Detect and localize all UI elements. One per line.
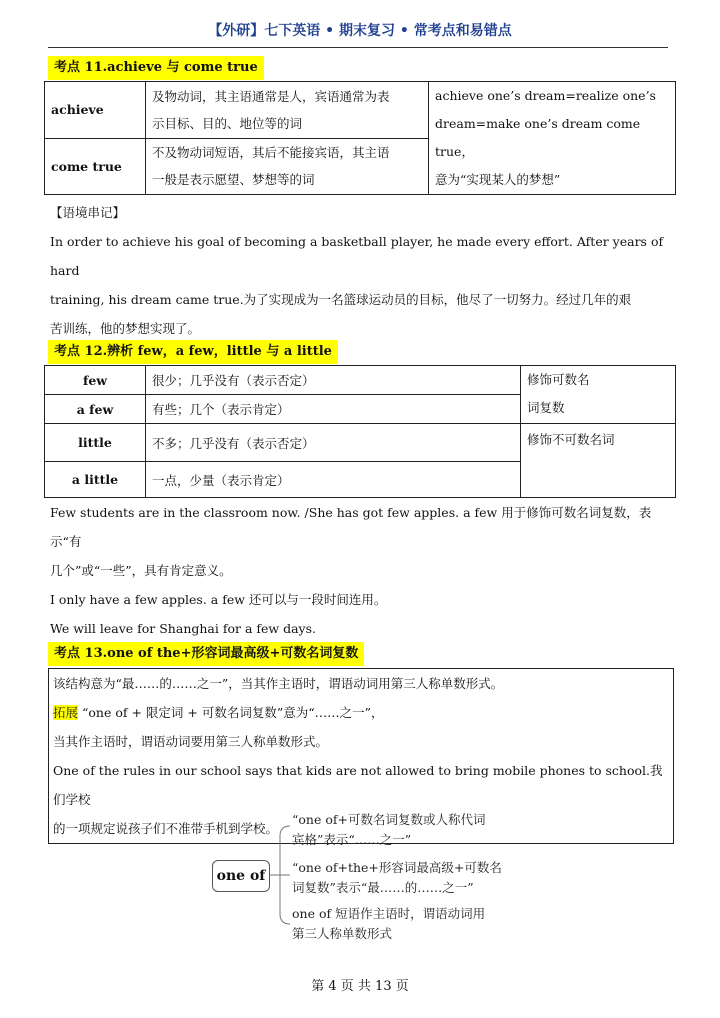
note-l1: achieve one’s dream=realize one’s (435, 88, 656, 103)
usage-uncountable: 修饰不可数名词 (521, 424, 676, 498)
mindmap-b1-l1: “one of+可数名词复数或人称代词 (292, 812, 486, 827)
extend-label: 拓展 (53, 705, 79, 720)
page-number: 第 4 页 共 13 页 (311, 979, 409, 994)
desc-achieve-l2: 示目标、目的、地位等的词 (152, 115, 303, 131)
term-little: little (45, 424, 146, 462)
mindmap-branch-3 (292, 904, 522, 944)
term-achieve: achieve (45, 82, 146, 139)
meaning-little: 不多；几乎没有（表示否定） (146, 424, 521, 462)
p13-line4: One of the rules in our school says that kids are not allowed to bring mobile phones to school.我们学校 (53, 763, 663, 807)
p13-line5: 的一项规定说孩子们不准带手机到学校。 (53, 821, 279, 836)
point-11-title: 考点 11.achieve 与 come true (48, 56, 264, 80)
mindmap-b3-l1: one of 短语作主语时，谓语动词用 (292, 906, 486, 921)
point-13-title: 考点 13.one of the+形容词最高级+可数名词复数 (48, 642, 364, 666)
context-l3: 苦训练，他的梦想实现了。 (50, 321, 201, 336)
desc-come-true-l1: 不及物动词短语，其后不能接宾语，其主语 (152, 145, 390, 161)
mindmap-b1-l2: 宾格”表示“……之一” (292, 832, 412, 847)
mindmap-root: one of (212, 860, 270, 892)
point-12-title: 考点 12.辨析 few，a few，little 与 a little (48, 340, 338, 364)
ex-l1: Few students are in the classroom now. /She has got few apples. a few 用于修饰可数名词复数，表示“有 (50, 505, 652, 549)
term-a-few: a few (45, 395, 146, 424)
meaning-a-little: 一点，少量（表示肯定） (146, 462, 521, 498)
mindmap-b2-l1: “one of+the+形容词最高级+可数名 (292, 860, 502, 875)
desc-achieve-l1: 及物动词，其主语通常是人，宾语通常为表 (152, 88, 390, 104)
ex-l2: 几个”或“一些”，具有肯定意义。 (50, 563, 232, 578)
usage-countable-l1: 修饰可数名 (527, 372, 590, 387)
ex-l3: I only have a few apples. a few 还可以与一段时间连用。 (50, 592, 387, 607)
mindmap-b2-l2: 词复数”表示“最……的……之一” (292, 880, 474, 895)
mindmap-b3-l2: 第三人称单数形式 (292, 926, 393, 941)
usage-countable-l2: 词复数 (527, 400, 565, 415)
page-header: 【外研】七下英语 • 期末复习 • 常考点和易错点 (208, 23, 512, 39)
context-label: 【语境串记】 (50, 205, 126, 220)
mindmap-branch-1 (292, 810, 522, 850)
p13-line1: 该结构意为“最……的……之一”，当其作主语时，谓语动词用第三人称单数形式。 (53, 676, 504, 691)
p13-line2-text: “one of + 限定词 + 可数名词复数”意为“……之一”， (82, 705, 384, 720)
p13-line3: 当其作主语时，谓语动词要用第三人称单数形式。 (53, 734, 329, 749)
note-l2: dream=make one’s dream come true， (435, 116, 641, 159)
term-a-little: a little (45, 462, 146, 498)
context-l2: training, his dream came true.为了实现成为一名篮球运动员的目标，他尽了一切努力。经过几年的艰 (50, 292, 632, 307)
term-come-true: come true (45, 138, 146, 195)
term-few: few (45, 366, 146, 395)
desc-come-true-l2: 一般是表示愿望、梦想等的词 (152, 172, 315, 188)
meaning-few: 很少；几乎没有（表示否定） (146, 366, 521, 395)
ex-l4: We will leave for Shanghai for a few days. (50, 621, 316, 636)
context-l1: In order to achieve his goal of becoming a basketball player, he made every effort. After years of hard (50, 234, 664, 278)
mindmap-branch-2 (292, 858, 522, 898)
note-l3: 意为“实现某人的梦想” (435, 172, 561, 187)
meaning-a-few: 有些；几个（表示肯定） (146, 395, 521, 424)
